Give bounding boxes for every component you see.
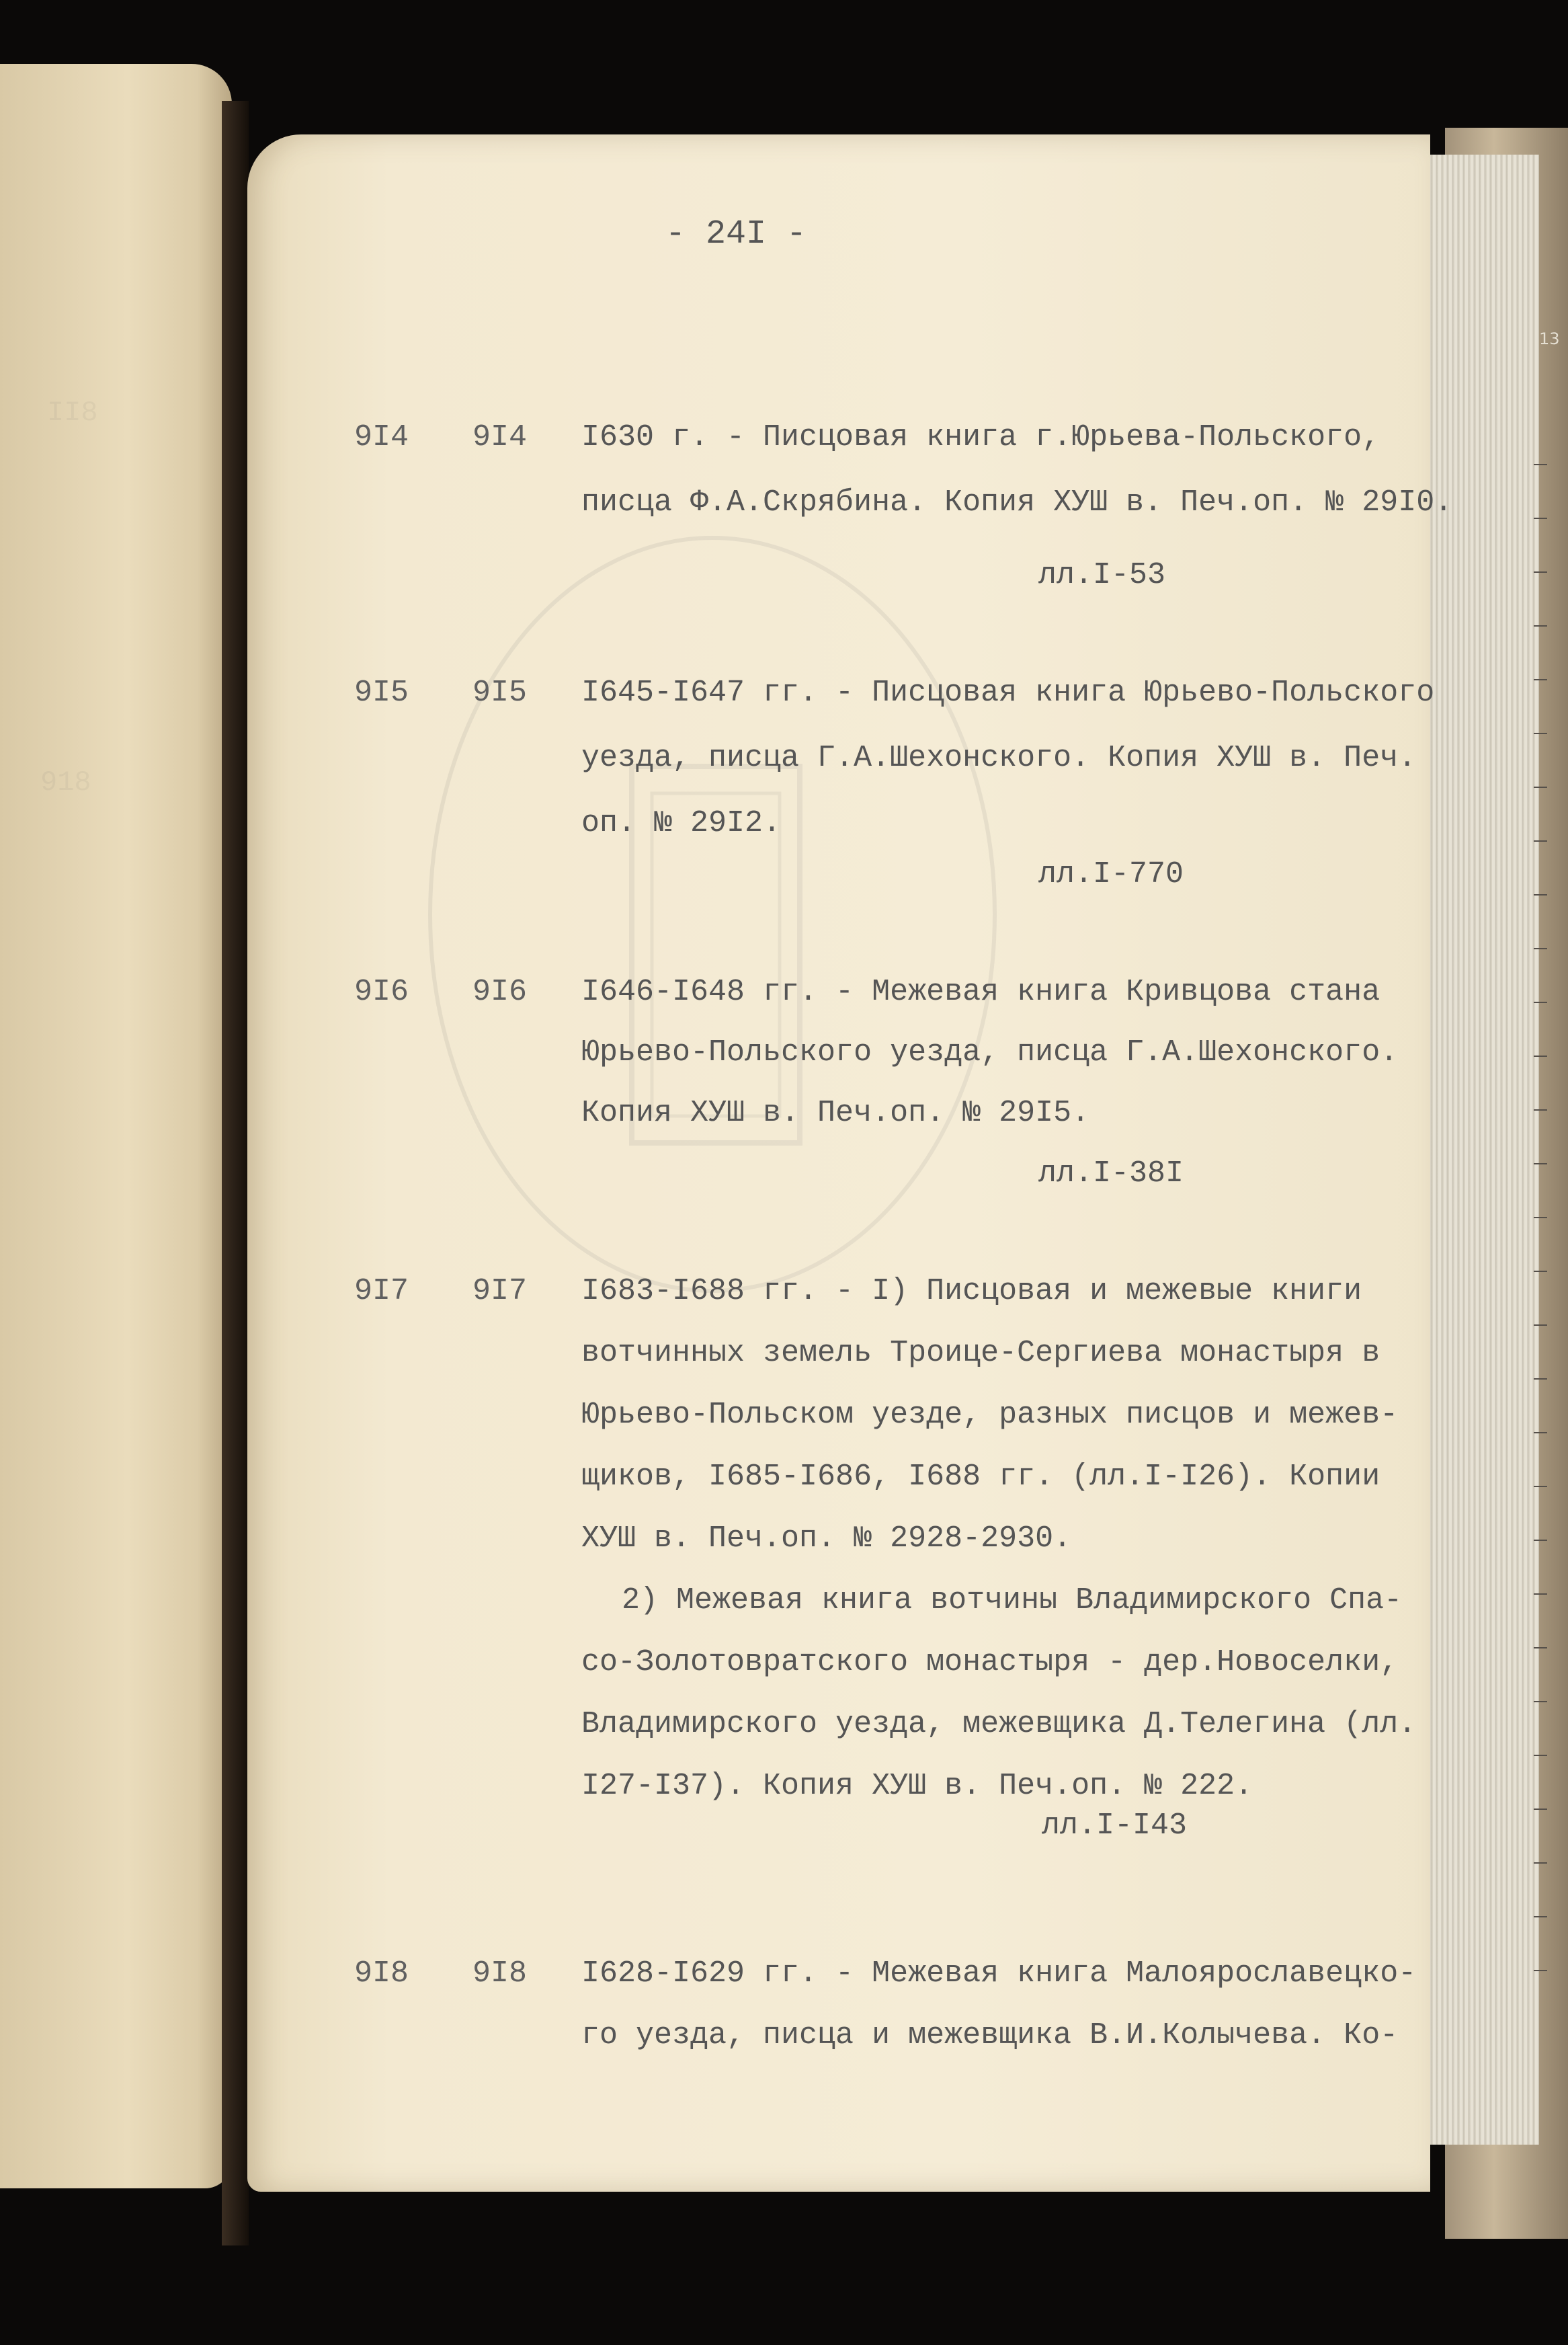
page-edge-tick — [1534, 840, 1547, 842]
entry-text-line: Юрьево-Польского уезда, писца Г.А.Шехонского. — [581, 1035, 1399, 1070]
entry-folios: лл.I-38I — [1038, 1156, 1184, 1191]
page-edge-tick — [1534, 1378, 1547, 1380]
entry-text-line: Копия ХУШ в. Печ.оп. № 29I5. — [581, 1096, 1090, 1130]
page-edge-tick — [1534, 1593, 1547, 1595]
entry-number: 9I4 — [354, 420, 409, 454]
page-edge-tick — [1534, 1647, 1547, 1648]
page-edge-tick — [1534, 1862, 1547, 1864]
entry-text-line: уезда, писца Г.А.Шехонского. Копия ХУШ в. Печ. — [581, 741, 1417, 775]
entry-folios: лл.I-770 — [1038, 857, 1184, 891]
left-page — [0, 64, 232, 2188]
entry-number: 9I5 — [354, 676, 409, 710]
page-edge-tick — [1534, 1002, 1547, 1003]
entry-sequence-number: 9I7 — [472, 1274, 528, 1308]
entry-sequence-number: 9I8 — [472, 1956, 528, 1991]
entry-text-line: I628-I629 гг. - Межевая книга Малоярославецко- — [581, 1956, 1417, 1991]
page-edge-tick — [1534, 733, 1547, 734]
entry-folios: лл.I-I43 — [1042, 1809, 1188, 1843]
ghost-text-left: 918 — [40, 766, 91, 799]
page-edge-tick — [1534, 787, 1547, 788]
entry-folios: лл.I-53 — [1038, 558, 1166, 592]
entry-text-line: оп. № 29I2. — [581, 806, 782, 840]
entry-text-line: I630 г. - Писцовая книга г.Юрьева-Польского, — [581, 420, 1380, 454]
entry-number: 9I7 — [354, 1274, 409, 1308]
entry-sequence-number: 9I6 — [472, 975, 528, 1009]
page-edge-tick — [1534, 1217, 1547, 1218]
entry-sequence-number: 9I4 — [472, 420, 528, 454]
entry-text-line: I27-I37). Копия ХУШ в. Печ.оп. № 222. — [581, 1769, 1253, 1803]
page-edge-tick — [1534, 1324, 1547, 1326]
entry-text-line: ХУШ в. Печ.оп. № 2928-2930. — [581, 1521, 1072, 1556]
page-edge-tick — [1534, 518, 1547, 519]
page-edge-tick — [1534, 894, 1547, 896]
page-edge-tick — [1534, 948, 1547, 949]
page-edge-tick — [1534, 1432, 1547, 1433]
page-edges — [1411, 155, 1539, 2145]
entry-number: 9I6 — [354, 975, 409, 1009]
page-edge-tick — [1534, 464, 1547, 465]
entry-number: 9I8 — [354, 1956, 409, 1991]
entry-sequence-number: 9I5 — [472, 676, 528, 710]
page-edge-tick — [1534, 1271, 1547, 1272]
page-edge-tick — [1534, 679, 1547, 680]
page-edge-tick — [1534, 1916, 1547, 1917]
entry-text-line: вотчинных земель Троице-Сергиева монастыря в — [581, 1336, 1380, 1370]
archive-stamp-watermark — [410, 511, 1015, 1318]
entry-text-line: I646-I648 гг. - Межевая книга Кривцова стана — [581, 975, 1380, 1009]
page-edge-tick — [1534, 1540, 1547, 1541]
entry-text-line: 2) Межевая книга вотчины Владимирского Спа- — [622, 1583, 1403, 1618]
page-edge-tick — [1534, 571, 1547, 573]
page-edge-tick — [1534, 1486, 1547, 1487]
page-edge-tick — [1534, 625, 1547, 627]
entry-text-line: го уезда, писца и межевщика В.И.Колычева. Ко- — [581, 2018, 1399, 2053]
entry-text-line: со-Золотовратского монастыря - дер.Новоселки, — [581, 1645, 1399, 1679]
entry-text-line: щиков, I685-I686, I688 гг. (лл.I-I26). Копии — [581, 1460, 1380, 1494]
page-edge-tick — [1534, 1701, 1547, 1702]
page-edge-tick — [1534, 1109, 1547, 1111]
page-number: - 24I - — [665, 215, 807, 253]
page-edge-tick — [1534, 1755, 1547, 1756]
entry-text-line: I645-I647 гг. - Писцовая книга Юрьево-Польского — [581, 676, 1435, 710]
page-edge-tick — [1534, 1970, 1547, 1971]
page-edge-tick — [1534, 1056, 1547, 1057]
entry-text-line: писца Ф.А.Скрябина. Копия ХУШ в. Печ.оп. № 29I0. — [581, 485, 1453, 520]
entry-text-line: Юрьево-Польском уезде, разных писцов и межев- — [581, 1398, 1399, 1432]
entry-text-line: I683-I688 гг. - I) Писцовая и межевые книги — [581, 1274, 1362, 1308]
book-spine — [222, 101, 249, 2245]
page-edge-tick — [1534, 1163, 1547, 1164]
edge-tab-number: 13 — [1539, 329, 1560, 348]
page-edge-tick — [1534, 1809, 1547, 1810]
entry-text-line: Владимирского уезда, межевщика Д.Телегина (лл. — [581, 1707, 1417, 1741]
ghost-text-left: II8 — [47, 397, 98, 429]
